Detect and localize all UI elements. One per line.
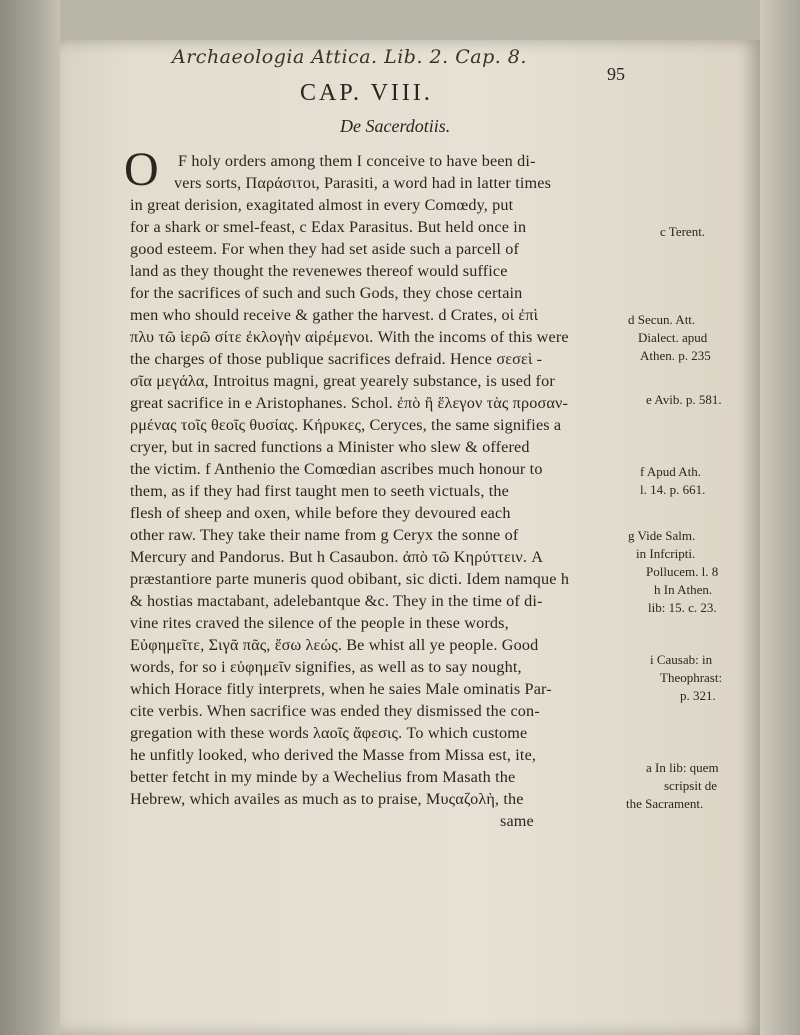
margin-note: lib: 15. c. 23. (648, 600, 717, 615)
text-line: σῖα μεγάλα, Introitus magni, great yearely substance, is used for (130, 372, 555, 390)
text-line: Hebrew, which availes as much as to praise, Μυςαζολὴ, the (130, 790, 524, 808)
text-line: in great derision, exagitated almost in every Comœdy, put (130, 196, 514, 214)
text-line: great sacrifice in e Aristophanes. Schol. ἐπὸ ἢ ἕλεγον τὰς προσαν- (130, 394, 568, 412)
margin-note: scripsit de (664, 778, 718, 793)
text-line: F holy orders among them I conceive to have been di- (178, 152, 536, 170)
text-line: words, for so i εὐφημεῖν signifies, as well as to say nought, (130, 658, 522, 676)
text-line: them, as if they had first taught men to seeth victuals, the (130, 482, 509, 500)
margin-note: Athen. p. 235 (640, 348, 711, 363)
text-line: Εὐφημεῖτε, Σιγᾶ πᾶς, ἔσω λεώς. Be whist all ye people. Good (130, 636, 539, 654)
text-line: cite verbis. When sacrifice was ended they dismissed the con- (130, 702, 540, 720)
handwritten-heading: Archaeologia Attica. Lib. 2. Cap. 8. (172, 46, 527, 68)
catchword: same (500, 812, 534, 830)
margin-note: f Apud Ath. (640, 464, 702, 479)
text-line: πλυ τῶ ἱερῶ σίτε ἐκλογὴν αἱρέμενοι. With the incoms of this were (130, 328, 569, 346)
text-line: flesh of sheep and oxen, while before they devoured each (130, 504, 511, 522)
text-line: vine rites craved the silence of the people in these words, (130, 614, 509, 632)
page-edge (760, 0, 800, 1035)
text-line: which Horace fitly interprets, when he saies Male ominatis Par- (130, 680, 552, 698)
drop-initial: O (124, 143, 159, 196)
chapter-heading: CAP. VIII. (300, 80, 433, 106)
margin-note: d Secun. Att. (628, 312, 696, 327)
text-line: vers sorts, Παράσιτοι, Parasiti, a word had in latter times (174, 174, 552, 192)
text-line: men who should receive & gather the harvest. d Crates, οἱ ἐπὶ (130, 306, 539, 324)
margin-note: Pollucem. l. 8 (646, 564, 719, 579)
text-line: ρμένας τοῖς θεοῖς θυσίας. Κήρυκες, Ceryces, the same signifies a (130, 416, 562, 434)
text-line: cryer, but in sacred functions a Minister who slew & offered (130, 438, 530, 456)
margin-note: p. 321. (680, 688, 716, 703)
margin-note: e Avib. p. 581. (646, 392, 722, 407)
text-line: land as they thought the revenewes thereof would suffice (130, 262, 508, 280)
margin-note: the Sacrament. (626, 796, 704, 811)
margin-note: c Terent. (660, 224, 706, 239)
page-number: 95 (607, 64, 625, 84)
margin-note: in Infcripti. (636, 546, 696, 561)
margin-note: g Vide Salm. (628, 528, 696, 543)
text-line: & hostias mactabant, adelebantque &c. They in the time of di- (130, 592, 543, 610)
text-line: other raw. They take their name from g Ceryx the sonne of (130, 526, 519, 544)
text-line: good esteem. For when they had set aside such a parcell of (130, 240, 519, 258)
margin-note: l. 14. p. 661. (640, 482, 706, 497)
margin-note: Dialect. apud (638, 330, 708, 345)
text-line: he unfitly looked, who derived the Masse from Missa est, ite, (130, 746, 537, 764)
text-line: for a shark or smel-feast, c Edax Parasitus. But held once in (130, 218, 527, 236)
margin-note: Theophrast: (660, 670, 723, 685)
text-line: gregation with these words λαοῖς ἄφεσις. To which custome (130, 724, 528, 742)
margin-note: a In lib: quem (646, 760, 719, 775)
text-line: for the sacrifices of such and such Gods, they chose certain (130, 284, 523, 302)
book-gutter (0, 0, 60, 1035)
margin-note: h In Athen. (654, 582, 713, 597)
section-title: De Sacerdotiis. (340, 116, 451, 136)
text-line: Mercury and Pandorus. But h Casaubon. ἀπὸ τῶ Κηρύττειν. A (130, 548, 544, 566)
text-line: the victim. f Anthenio the Comœdian ascribes much honour to (130, 460, 543, 478)
text-line: the charges of those publique sacrifices defraid. Hence σεσεὶ - (130, 350, 543, 368)
text-line: better fetcht in my minde by a Wechelius from Masath the (130, 768, 516, 786)
text-line: præstantiore parte muneris quod obibant, sic dicti. Idem namque h (130, 570, 570, 588)
margin-note: i Causab: in (650, 652, 713, 667)
